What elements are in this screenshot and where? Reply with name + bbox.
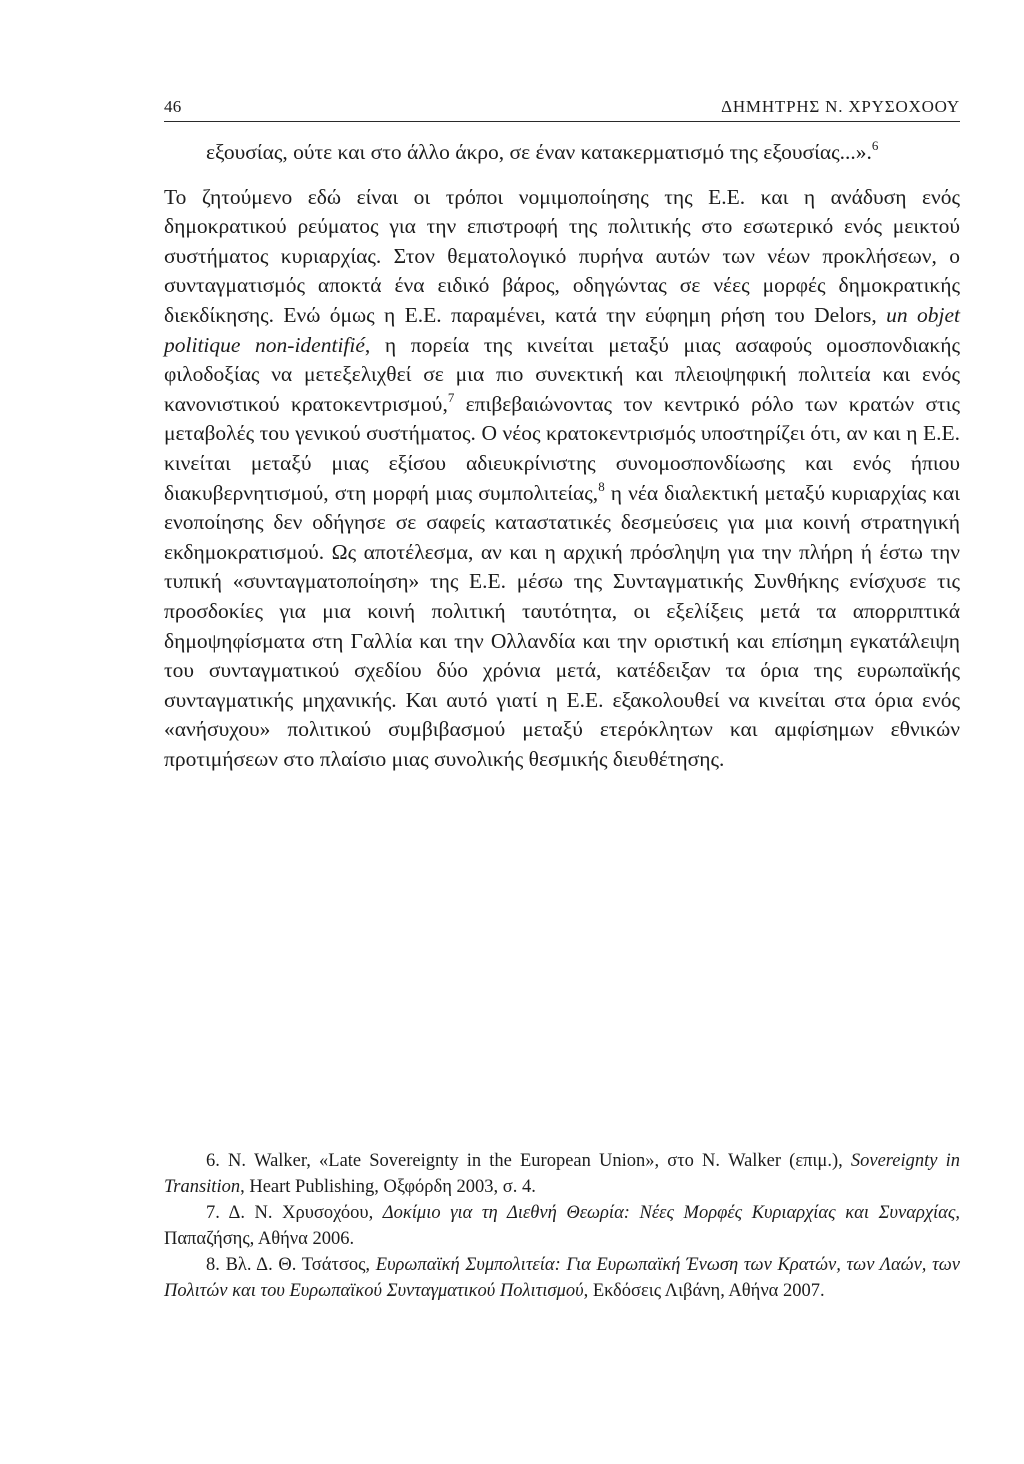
footnote-text: 8. Βλ. Δ. Θ. Τσάτσος, [206,1255,376,1275]
footnote-title: Sovereignty in Transition [164,1151,960,1197]
footnote-text: , Παπαζήσης, Αθήνα 2006. [164,1203,960,1249]
footnote-text: , Εκδόσεις Λιβάνη, Αθήνα 2007. [583,1281,825,1301]
paragraph-text-part-3: επιβεβαιώνοντας τον κεντρικό ρόλο των κρατών στις μεταβολές του γενικού συστήματος. Ο νέος κρατοκεντρισμός υποστηρίζει ότι, αν και η Ε.Ε. κινείται μεταξύ μιας εξίσου αδιευκρίνιστης συνομοσπονδίωσης και ενός ήπιου διακυβερνητισμού, στη μορφή μιας συμπολιτείας, [164,391,960,505]
running-header [164,95,960,122]
paragraph-text: εξουσίας, ούτε και στο άλλο άκρο, σε έναν κατακερματισμό της εξουσίας...». [206,140,872,164]
footnote-text: , Heart Publishing, Οξφόρδη 2003, σ. 4. [240,1177,536,1197]
footnote-title: Ευρωπαϊκή Συμπολιτεία: Για Ευρωπαϊκή Ένωση των Κρατών, των Λαών, των Πολιτών και του Ευρωπαϊκού Συνταγματικού Πολιτισμού [164,1255,961,1301]
running-head-author: ΔΗΜΗΤΡΗΣ Ν. ΧΡΥΣΟΧΟΟΥ [721,97,960,116]
page-number: 46 [164,97,182,116]
paragraph-text-part-2: , η πορεία της κινείται μεταξύ μιας ασαφούς ομοσπονδιακής φιλοδοξίας να μετεξελιχθεί σε μια πιο συνεκτική και πλειοψηφική πολιτεία και ενός κανονιστικού κρατοκεντρισμού, [164,332,960,416]
footnote-7 [164,1200,960,1252]
paragraph-text-part-4: η νέα διαλεκτική μεταξύ κυριαρχίας και ενοποίησης δεν οδήγησε σε σαφείς καταστατικές δεσμεύσεις για μια κοινή στρατηγική εκδημοκρατισμού. Ως αποτέλεσμα, αν και η αρχική πρόσληψη για την πλήρη ή έστω την τυπική «συνταγματοποίηση» της Ε.Ε. μέσω της Συνταγματικής Συνθήκης ενίσχυσε τις προσδοκίες για μια κοινή πολιτική ταυτότητα, οι εξελίξεις μετά τα απορριπτικά δημοψηφίσματα στη Γαλλία και την Ολλανδία και την οριστική και επίσημη εγκατάλειψη του συνταγματικού σχεδίου δύο χρόνια μετά, κατέδειξαν τα όρια της ευρωπαϊκής συνταγματικής μηχανικής. Και αυτό γιατί η Ε.Ε. εξακολουθεί να κινείται στα όρια ενός «ανήσυχου» πολιτικού συμβιβασμού μεταξύ ετερόκλητων και αμφίσημων εθνικών προτιμήσεων στο πλαίσιο μιας συνολικής θεσμικής διευθέτησης. [164,480,960,771]
footnote-title: Δοκίμιο για τη Διεθνή Θεωρία: Νέες Μορφές Κυριαρχίας και Συναρχίας [382,1203,956,1223]
footnotes [164,1148,960,1304]
footnote-text: 6. Ν. Walker, «Late Sovereignty in the European Union», στο Ν. Walker (επιμ.), [206,1151,851,1171]
italic-quote: un objet politique non-identifié [164,302,960,357]
body-text [164,138,960,774]
footnote-ref-6: 6 [871,138,879,153]
footnote-ref-7: 7 [447,389,455,405]
paragraph-continuation [164,138,960,168]
footnote-text: 7. Δ. Ν. Χρυσοχόου, [206,1203,383,1223]
footnote-6 [164,1148,960,1200]
paragraph-text-part-1: Το ζητούμενο εδώ είναι οι τρόποι νομιμοποίησης της Ε.Ε. και η ανάδυση ενός δημοκρατικού ρεύματος για την επιστροφή της πολιτικής στο εσωτερικό ενός μεικτού συστήματος κυριαρχίας. Στον θεματολογικό πυρήνα αυτών των νέων προκλήσεων, ο συνταγματισμός αποκτά ένα ειδικό βάρος, οδηγώντας σε νέες μορφές δημοκρατικής διεκδίκησης. Ενώ όμως η Ε.Ε. παραμένει, κατά την εύφημη ρήση του Delors, [164,184,960,327]
footnote-8 [164,1252,960,1304]
paragraph-main [164,183,960,775]
footnote-ref-8: 8 [598,478,605,494]
